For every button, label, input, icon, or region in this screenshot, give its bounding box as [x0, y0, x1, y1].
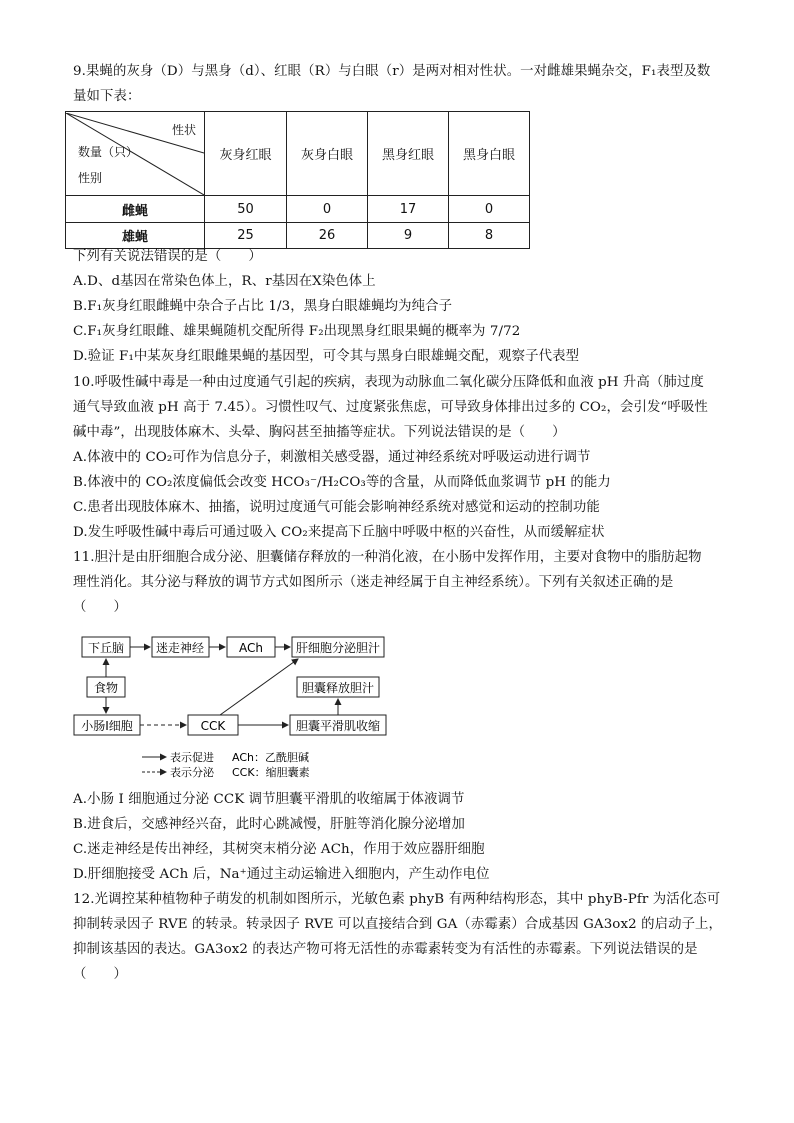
label-vagus: 迷走神经 — [155, 641, 205, 655]
q9-stem-line1: 9.果蝇的灰身（D）与黑身（d）、红眼（R）与白眼（r）是两对相对性状。一对雌雄果蝇杂交，F₁表型及数 — [73, 64, 711, 79]
label-liver-secrete: 肝细胞分泌胆汁 — [295, 641, 381, 655]
legend-promote: 表示促进 — [170, 751, 214, 764]
table-header-cell: 黑身红眼 — [368, 112, 449, 196]
row-label: 雄蝇 — [66, 223, 205, 249]
q12-stem-line2: 抑制转录因子 RVE 的转录。转录因子 RVE 可以直接结合到 GA（赤霉素）合成基因 GA3ox2 的启动子上， — [73, 917, 723, 932]
q9-question: 下列有关说法错误的是（ ） — [73, 249, 262, 264]
corner-trait-label: 性状 — [171, 122, 196, 137]
table-cell: 26 — [287, 223, 368, 249]
q10-stem-line1: 10.呼吸性碱中毒是一种由过度通气引起的疾病，表现为动脉血二氧化碳分压降低和血液 pH 升高（肺过度 — [73, 375, 704, 390]
table-cell: 8 — [449, 223, 530, 249]
q9-option-b: B.F₁灰身红眼雌蝇中杂合子占比 1/3，黑身白眼雄蝇均为纯合子 — [73, 299, 453, 314]
label-food: 食物 — [93, 681, 119, 695]
table-corner-cell — [66, 112, 205, 196]
table-cell: 50 — [205, 196, 287, 223]
table-row — [66, 223, 530, 249]
table-cell: 9 — [368, 223, 449, 249]
table-header-cell: 黑身白眼 — [449, 112, 530, 196]
table-header-cell: 灰身白眼 — [287, 112, 368, 196]
q9-option-a: A.D、d基因在常染色体上，R、r基因在X染色体上 — [73, 274, 376, 289]
q12-stem-line1: 12.光调控某种植物种子萌发的机制如图所示，光敏色素 phyB 有两种结构形态，其中 phyB-Pfr 为活化态可 — [73, 892, 721, 907]
legend-ach: ACh：乙酰胆碱 — [232, 751, 309, 764]
table-header-cell: 灰身红眼 — [205, 112, 287, 196]
corner-count-label: 数量（只） — [78, 144, 139, 159]
q11-option-d: D.肝细胞接受 ACh 后，Na⁺通过主动运输进入细胞内，产生动作电位 — [73, 867, 490, 882]
label-ach: ACh — [239, 641, 263, 655]
q11-option-c: C.迷走神经是传出神经，其树突末梢分泌 ACh，作用于效应器肝细胞 — [73, 842, 485, 857]
q9-data-table — [65, 111, 530, 249]
table-cell: 0 — [449, 196, 530, 223]
q11-stem-line2: 理性消化。其分泌与释放的调节方式如图所示（迷走神经属于自主神经系统）。下列有关叙述正确的是 — [73, 575, 674, 590]
label-gb-contract: 胆囊平滑肌收缩 — [295, 719, 381, 733]
q12-stem-line3: 抑制该基因的表达。GA3ox2 的表达产物可将无活性的赤霉素转变为有活性的赤霉素。下列说法错误的是 — [73, 942, 698, 957]
legend-cck: CCK：缩胆囊素 — [232, 766, 310, 779]
q10-stem-line2: 通气导致血液 pH 高于 7.45）。习惯性叹气、过度紧张焦虑，可导致身体排出过多的 CO₂，会引发“呼吸性 — [73, 400, 708, 415]
q12-stem-line4: （ ） — [73, 967, 127, 982]
q10-option-d: D.发生呼吸性碱中毒后可通过吸入 CO₂来提高下丘脑中呼吸中枢的兴奋性，从而缓解症状 — [73, 525, 605, 540]
arrow-cck-liver — [220, 659, 298, 715]
q9-option-c: C.F₁灰身红眼雌、雄果蝇随机交配所得 F₂出现黑身红眼果蝇的概率为 7/72 — [73, 324, 521, 339]
legend-secrete: 表示分泌 — [170, 766, 214, 779]
q10-option-c: C.患者出现肢体麻木、抽搐，说明过度通气可能会影响神经系统对感觉和运动的控制功能 — [73, 500, 600, 515]
q10-option-a: A.体液中的 CO₂可作为信息分子，刺激相关感受器，通过神经系统对呼吸运动进行调节 — [73, 450, 591, 465]
q11-option-b: B.进食后，交感神经兴奋，此时心跳减慢，肝脏等消化腺分泌增加 — [73, 817, 466, 832]
q10-stem-line3: 碱中毒”，出现肢体麻木、头晕、胸闷甚至抽搐等症状。下列说法错误的是（ ） — [73, 425, 566, 440]
label-gb-release: 胆囊释放胆汁 — [301, 681, 375, 695]
row-label: 雌蝇 — [66, 196, 205, 223]
label-hypothalamus: 下丘脑 — [87, 641, 125, 655]
corner-sex-label: 性别 — [78, 170, 103, 185]
table-row — [66, 196, 530, 223]
q10-option-b: B.体液中的 CO₂浓度偏低会改变 HCO₃⁻/H₂CO₃等的含量，从而降低血浆调节 pH 的能力 — [73, 475, 611, 490]
q11-stem-line1: 11.胆汁是由肝细胞合成分泌、胆囊储存释放的一种消化液，在小肠中发挥作用，主要对食物中的脂肪起物 — [73, 550, 702, 565]
q11-stem-line3: （ ） — [73, 600, 127, 615]
table-cell: 25 — [205, 223, 287, 249]
q11-option-a: A.小肠 I 细胞通过分泌 CCK 调节胆囊平滑肌的收缩属于体液调节 — [73, 792, 465, 807]
table-cell: 17 — [368, 196, 449, 223]
q11-regulation-diagram — [70, 628, 400, 780]
label-i-cell: 小肠I细胞 — [81, 719, 133, 733]
label-cck: CCK — [200, 719, 226, 733]
q9-stem-line2: 量如下表： — [73, 89, 141, 104]
q9-option-d: D.验证 F₁中某灰身红眼雌果蝇的基因型，可令其与黑身白眼雄蝇交配，观察子代表型 — [73, 349, 580, 364]
table-cell: 0 — [287, 196, 368, 223]
